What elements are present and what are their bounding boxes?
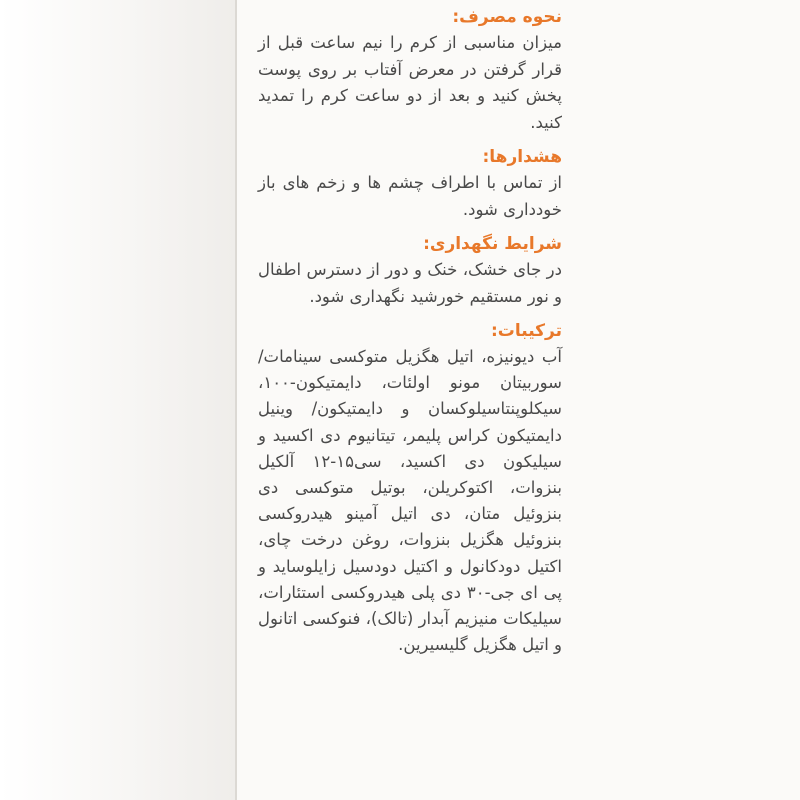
label-text-content bbox=[258, 4, 562, 666]
package-side-shadow bbox=[0, 0, 235, 800]
storage-text: در جای خشک، خنک و دور از دسترس اطفال و نور مستقیم خورشید نگهداری شود. bbox=[258, 260, 562, 306]
storage-heading: شرایط نگهداری: bbox=[423, 234, 562, 254]
warnings-text: از تماس با اطراف چشم ها و زخم های باز خودداری شود. bbox=[258, 173, 562, 219]
ingredients-heading: ترکیبات: bbox=[491, 321, 562, 341]
warnings-heading: هشدارها: bbox=[482, 147, 562, 167]
usage-heading: نحوه مصرف: bbox=[452, 7, 562, 27]
usage-text: میزان مناسبی از کرم را نیم ساعت قبل از قرار گرفتن در معرض آفتاب بر روی پوست پخش کنید و بعد از دو ساعت کرم را تمدید کنید. bbox=[258, 33, 562, 132]
ingredients-text: آب دیونیزه، اتیل هگزیل متوکسی سینامات/ سوربیتان مونو اولئات، دایمتیکون-۱۰۰، سیکلوپنتاسیلوکسان و دایمتیکون/ وینیل دایمتیکون کراس پلیمر، تیتانیوم دی اکسید و سیلیکون دی اکسید، سی۱۵-۱۲ آلکیل بنزوات، اکتوکریلن، بوتیل متوکسی دی بنزوئیل متان، دی اتیل آمینو هیدروکسی بنزوئیل هگزیل بنزوات، روغن درخت چای، اکتیل دودکانول و اکتیل دودسیل زایلوساید و پی ای جی-۳۰ دی پلی هیدروکسی استئارات، سیلیکات منیزیم آبدار (تالک)، فنوکسی اتانول و اتیل هگزیل گلیسیرین. bbox=[258, 347, 562, 655]
